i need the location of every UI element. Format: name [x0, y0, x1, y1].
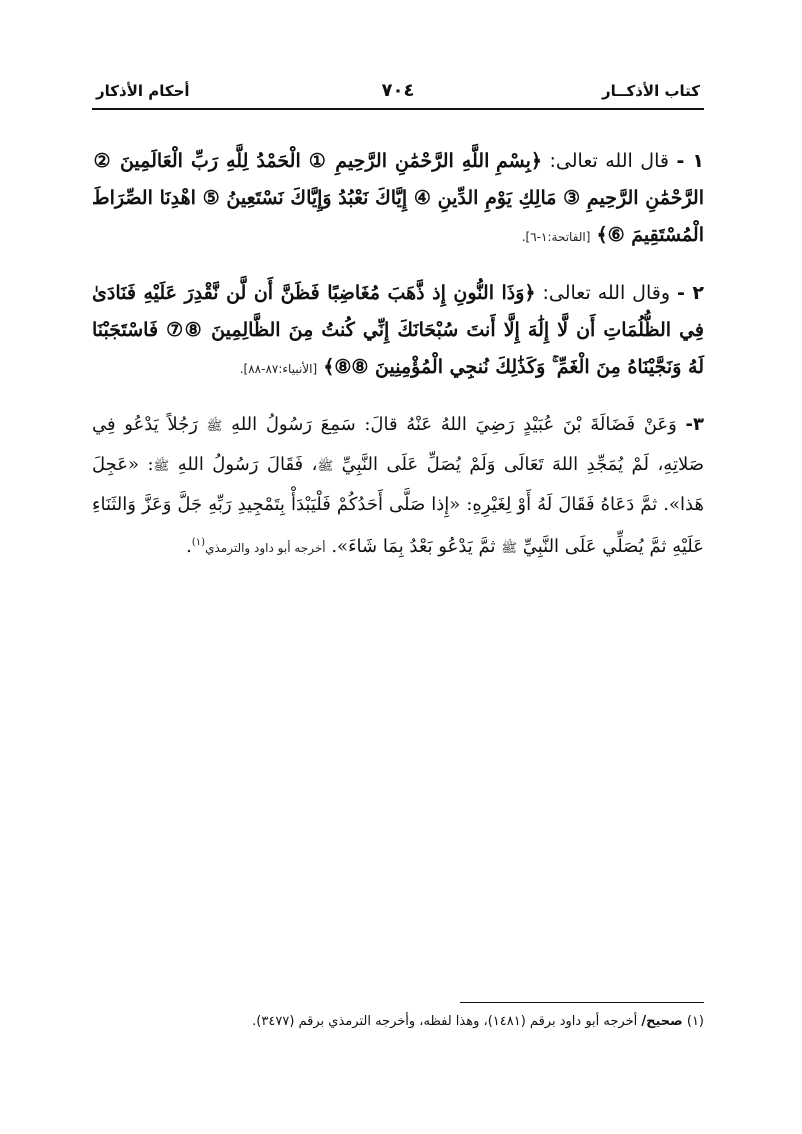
item-number: ١ -: [676, 150, 704, 172]
hadith-text: : «عَجِلَ هَذا». ثمَّ دَعَاهُ فَقَالَ لَهُ أَوْ لِغَيْرِهِ: «إِذا صَلَّى أَحَدُكُمْ فَلْيَبْدَأْ بِتَمْجِيدِ رَبِّهِ جَلَّ وَعَزَّ وَالثَنَاءِ عَلَيْهِ ثمَّ يُصَلِّي عَلَى النَّبِيِّ: [92, 454, 704, 557]
footnote-number: (١): [686, 1014, 704, 1029]
hadith-source: أخرجه أبو داود والترمذي: [205, 541, 326, 555]
footnote: [98, 1014, 704, 1029]
hadith-item: [92, 406, 704, 568]
footnote-text: أخرجه أبو داود برقم (١٤٨١)، وهذا لفظه، وأخرجه الترمذي برقم (٣٤٧٧).: [252, 1014, 638, 1029]
salutation-glyph: ﷺ: [153, 459, 170, 474]
salutation-glyph: ﷺ: [206, 419, 223, 434]
verse-reference: [الأنبياء:٨٧-٨٨].: [239, 362, 318, 376]
quran-item-fatiha: [92, 143, 704, 256]
page-body: [92, 124, 704, 582]
section-title: أحكام الأذكار: [96, 82, 190, 100]
quran-verse: بِسْمِ اللَّهِ الرَّحْمَٰنِ الرَّحِيمِ ① الْحَمْدُ لِلَّهِ رَبِّ الْعَالَمِينَ ② الرَّحْمَٰنِ الرَّحِيمِ ③ مَالِكِ يَوْمِ الدِّينِ ④ إِيَّاكَ نَعْبُدُ وَإِيَّاكَ نَسْتَعِينُ ⑤ اهْدِنَا الصِّرَاطَ الْمُسْتَقِيمَ ⑥: [92, 150, 704, 246]
quran-verse: وَذَا النُّونِ إِذ ذَّهَبَ مُغَاضِبًا فَظَنَّ أَن لَّن نَّقْدِرَ عَلَيْهِ فَنَادَىٰ فِي الظُّلُمَاتِ أَن لَّا إِلَٰهَ إِلَّا أَنتَ سُبْحَانَكَ إِنِّي كُنتُ مِنَ الظَّالِمِينَ ⑧⑦ فَاسْتَجَبْنَا لَهُ وَنَجَّيْنَاهُ مِنَ الْغَمِّ ۚ وَكَذَٰلِكَ نُنجِي الْمُؤْمِنِينَ ⑧⑧: [92, 282, 704, 378]
verse-reference: [الفاتحة:١-٦].: [521, 230, 591, 244]
hadith-text: ، فَقَالَ رَسُولُ اللهِ: [177, 454, 318, 475]
item-intro: قال الله تعالى:: [549, 150, 669, 172]
page-number: ٧٠٤: [381, 80, 415, 101]
footnote-marker[interactable]: (١): [191, 537, 206, 548]
footnote-divider: [460, 1002, 704, 1003]
quran-open-bracket: ﴿: [524, 282, 536, 304]
running-header: [92, 80, 704, 106]
book-title: كتاب الأذكــار: [601, 82, 700, 100]
quran-open-bracket: ﴿: [530, 150, 543, 172]
item-number: ٢ -: [676, 282, 704, 304]
item-number: ٣-: [685, 414, 705, 435]
salutation-glyph: ﷺ: [501, 541, 517, 556]
hadith-end: .: [186, 536, 192, 557]
quran-close-bracket: ﴾: [596, 224, 608, 246]
quran-item-anbiya: [92, 275, 704, 388]
hadith-text: ثمَّ يَدْعُو بَعْدُ بِمَا شَاءَ».: [331, 536, 496, 557]
item-intro: وقال الله تعالى:: [542, 282, 671, 304]
salutation-glyph: ﷺ: [317, 459, 334, 474]
hadith-text: رَجُلاً يَدْعُو فِي صَلاتِهِ، لَمْ يُمَجِّدِ اللهَ تَعَالَى وَلَمْ يُصَلِّ عَلَى النَّبِيِّ: [92, 414, 704, 475]
footnote-grade: صحيح/: [641, 1014, 683, 1029]
quran-close-bracket: ﴾: [323, 356, 335, 378]
header-divider: [92, 108, 704, 110]
hadith-text: وَعَنْ فَضَالَةَ بْنَ عُبَيْدٍ رَضِيَ اللهُ عَنْهُ قالَ: سَمِعَ رَسُولُ اللهِ: [231, 414, 677, 435]
